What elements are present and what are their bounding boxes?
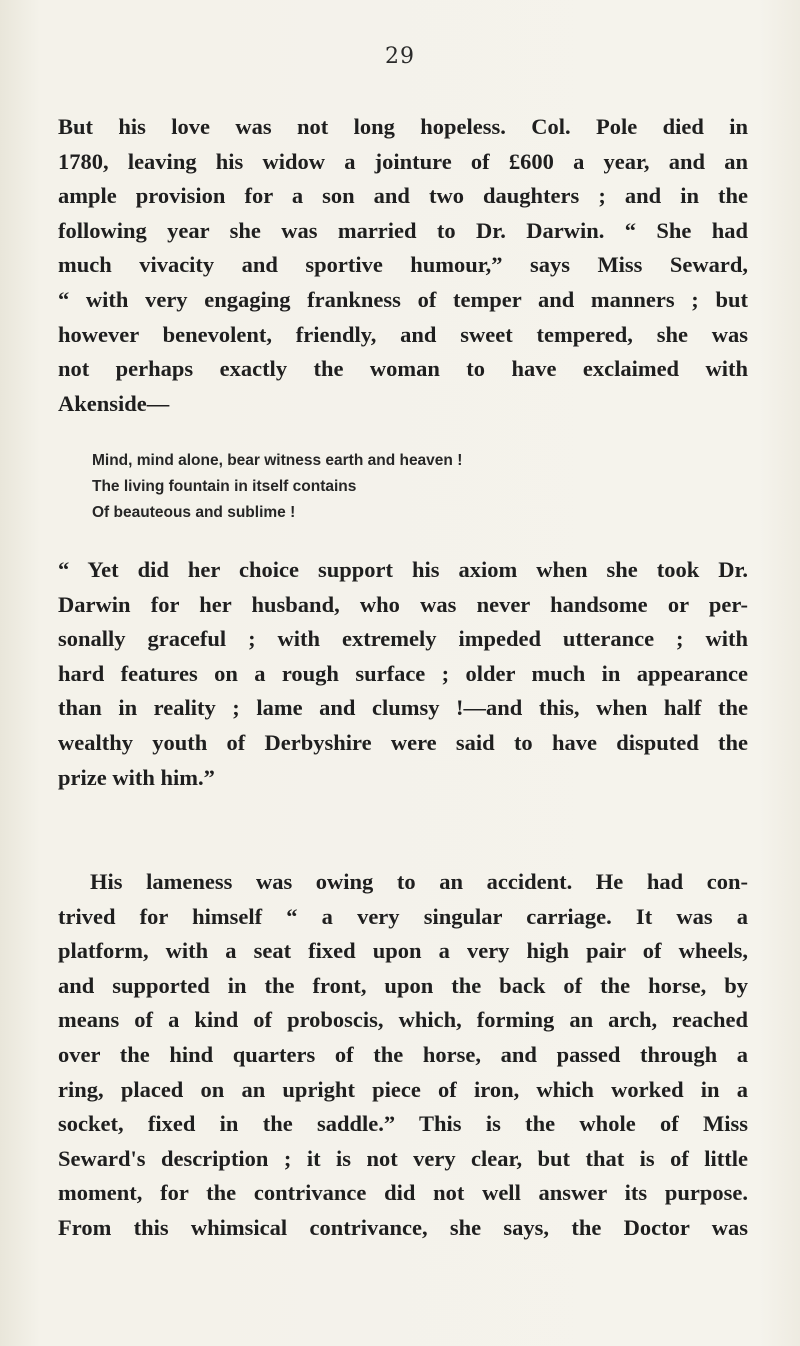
text-line: wealthy youth of Derbyshire were said to have disputed the [58, 729, 748, 755]
text-line: Seward's description ; it is not very clear, but that is of little [58, 1145, 748, 1171]
paragraph-2 [58, 553, 748, 795]
page-number: 29 [385, 44, 415, 69]
text-line: Akenside— [58, 390, 170, 416]
text-line: “ with very engaging frankness of temper and manners ; but [58, 286, 748, 312]
text-line: and supported in the front, upon the back of the horse, by [58, 972, 748, 998]
text-line: His lameness was owing to an accident. He had con- [90, 869, 748, 894]
text-line: moment, for the contrivance did not well answer its purpose. [58, 1180, 748, 1206]
paragraph-3 [58, 865, 748, 1246]
text-line: But his love was not long hopeless. Col. Pole died in [58, 114, 748, 139]
text-line: “ Yet did her choice support his axiom when she took Dr. [58, 557, 748, 582]
text-line: hard features on a rough surface ; older much in appearance [58, 660, 748, 686]
text-line: following year she was married to Dr. Darwin. “ She had [58, 217, 748, 243]
text-line: socket, fixed in the saddle.” This is the whole of Miss [58, 1111, 748, 1137]
text-line: trived for himself “ a very singular carriage. It was a [58, 903, 748, 929]
text-line: From this whimsical contrivance, she says, the Doctor was [58, 1214, 748, 1240]
text-line: however benevolent, friendly, and sweet tempered, she was [58, 321, 748, 347]
text-line: platform, with a seat fixed upon a very high pair of wheels, [58, 938, 748, 964]
paragraph-1 [58, 110, 748, 421]
text-line: ample provision for a son and two daughters ; and in the [58, 183, 748, 209]
verse-line: The living fountain in itself contains [92, 478, 357, 495]
text-line: much vivacity and sportive humour,” says Miss Seward, [58, 252, 748, 278]
text-line: than in reality ; lame and clumsy !—and this, when half the [58, 695, 748, 721]
verse-line: Mind, mind alone, bear witness earth and heaven ! [92, 452, 463, 469]
text-line: sonally graceful ; with extremely impeded utterance ; with [58, 626, 748, 652]
text-line: prize with him.” [58, 764, 215, 790]
verse-line: Of beauteous and sublime ! [92, 504, 296, 521]
text-line: ring, placed on an upright piece of iron, which worked in a [58, 1076, 748, 1102]
text-line: Darwin for her husband, who was never handsome or per- [58, 591, 748, 617]
text-line: 1780, leaving his widow a jointure of £600 a year, and an [58, 148, 748, 174]
text-line: means of a kind of proboscis, which, forming an arch, reached [58, 1007, 748, 1033]
verse-quotation [92, 448, 732, 526]
text-line: not perhaps exactly the woman to have exclaimed with [58, 356, 748, 382]
text-line: over the hind quarters of the horse, and passed through a [58, 1041, 748, 1067]
